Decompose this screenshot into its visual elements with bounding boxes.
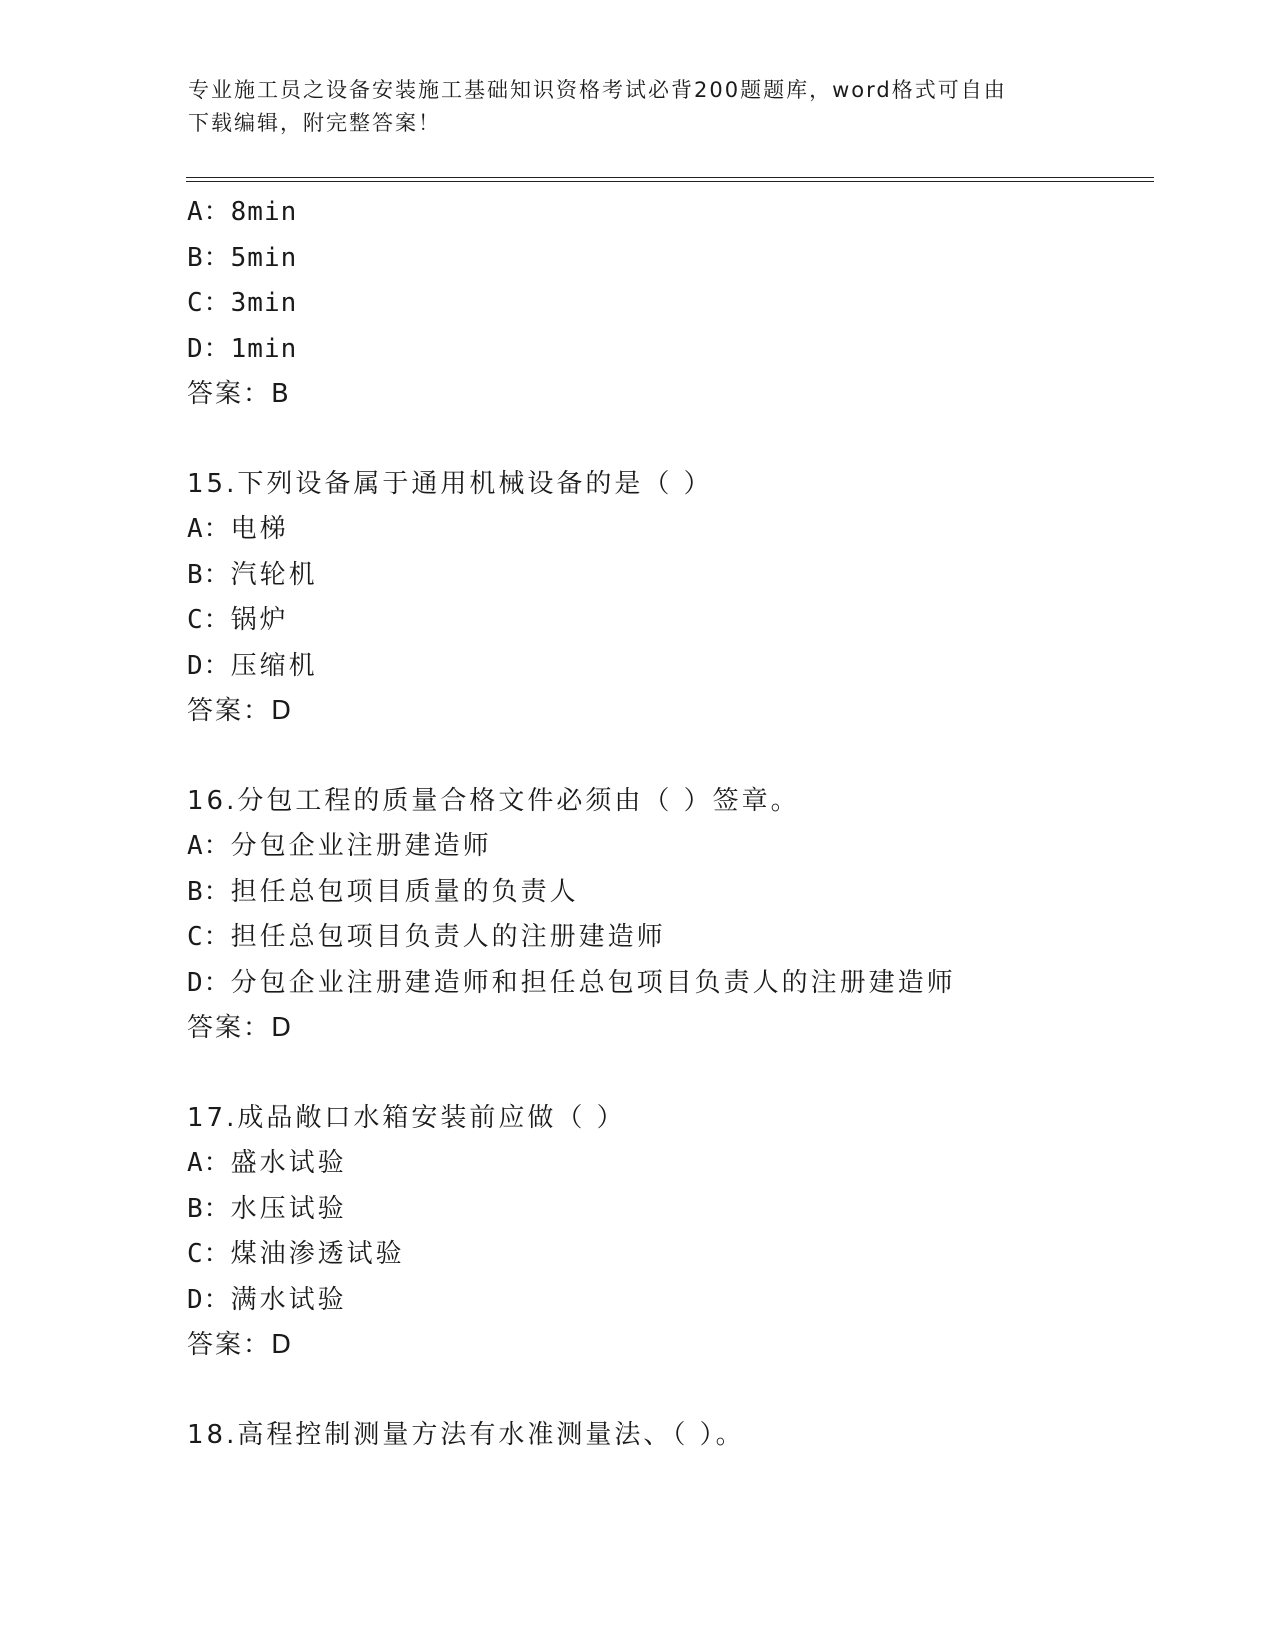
option-c — [187, 915, 1147, 961]
question-stem: 18.高程控制测量方法有水准测量法、（ ）。 — [187, 1419, 745, 1450]
option-letter: C： — [187, 288, 231, 318]
option-b — [187, 236, 1147, 282]
option-letter: A： — [187, 1148, 231, 1178]
option-letter: B： — [187, 1193, 231, 1224]
question-block-17 — [187, 1096, 1147, 1369]
option-text: 水压试验 — [230, 1193, 347, 1224]
option-text: 压缩机 — [230, 650, 318, 681]
question-block-prev — [187, 190, 1147, 418]
option-letter: A： — [187, 514, 231, 544]
option-text: 3min — [230, 288, 298, 318]
spacer — [187, 1052, 1147, 1096]
option-c — [187, 598, 1147, 644]
option-letter: B： — [187, 242, 231, 273]
header-double-rule — [186, 177, 1154, 182]
option-a — [187, 507, 1147, 553]
option-letter: B： — [187, 876, 231, 907]
option-text: 电梯 — [230, 514, 289, 544]
option-d — [187, 1278, 1147, 1324]
answer-line: 答案：D — [187, 696, 294, 726]
document-header — [188, 74, 1088, 140]
option-letter: A： — [187, 197, 231, 227]
option-d — [187, 961, 1147, 1007]
question-block-18 — [187, 1413, 1147, 1459]
option-d — [187, 327, 1147, 373]
option-b — [187, 553, 1147, 599]
option-text: 分包企业注册建造师 — [230, 831, 492, 861]
option-text: 5min — [230, 242, 298, 273]
option-letter: C： — [187, 922, 231, 952]
question-stem: 17.成品敞口水箱安装前应做（ ） — [187, 1102, 626, 1133]
option-letter: D： — [187, 967, 231, 998]
option-a — [187, 824, 1147, 870]
question-stem: 16.分包工程的质量合格文件必须由（ ）签章。 — [187, 785, 800, 816]
option-letter: D： — [187, 333, 231, 364]
option-letter: C： — [187, 605, 231, 635]
spacer — [187, 735, 1147, 779]
option-text: 1min — [230, 333, 298, 364]
option-a — [187, 1141, 1147, 1187]
option-text: 担任总包项目负责人的注册建造师 — [230, 922, 666, 952]
option-a — [187, 190, 1147, 236]
answer-line: 答案：B — [187, 379, 291, 409]
answer-line: 答案：D — [187, 1330, 294, 1360]
option-letter: C： — [187, 1239, 231, 1269]
question-list — [187, 190, 1147, 1458]
option-b — [187, 870, 1147, 916]
option-text: 锅炉 — [230, 605, 289, 635]
option-d — [187, 644, 1147, 690]
option-text: 8min — [230, 197, 298, 227]
option-text: 盛水试验 — [230, 1148, 347, 1178]
spacer — [187, 418, 1147, 462]
option-text: 煤油渗透试验 — [230, 1239, 405, 1269]
header-line-1: 专业施工员之设备安装施工基础知识资格考试必背200题题库，word格式可自由 — [188, 78, 1007, 102]
option-letter: A： — [187, 831, 231, 861]
option-text: 满水试验 — [230, 1284, 347, 1315]
option-letter: B： — [187, 559, 231, 590]
spacer — [187, 1369, 1147, 1413]
answer-line: 答案：D — [187, 1013, 294, 1043]
header-line-2: 下载编辑，附完整答案！ — [188, 111, 441, 135]
question-block-16 — [187, 779, 1147, 1052]
option-c — [187, 281, 1147, 327]
option-b — [187, 1187, 1147, 1233]
option-text: 汽轮机 — [230, 559, 318, 590]
option-text: 担任总包项目质量的负责人 — [230, 876, 579, 907]
option-text: 分包企业注册建造师和担任总包项目负责人的注册建造师 — [230, 967, 956, 998]
question-block-15 — [187, 462, 1147, 735]
option-letter: D： — [187, 1284, 231, 1315]
option-c — [187, 1232, 1147, 1278]
question-stem: 15.下列设备属于通用机械设备的是（ ） — [187, 468, 713, 499]
option-letter: D： — [187, 650, 231, 681]
